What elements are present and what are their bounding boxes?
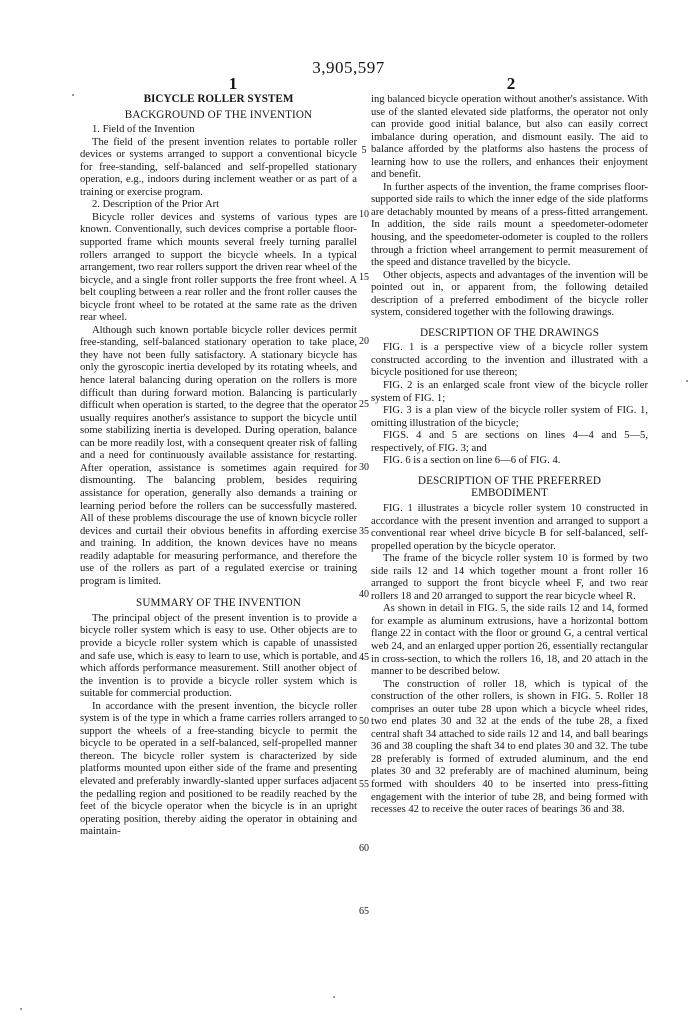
preferred-paragraph-4: The construction of roller 18, which is typical of the construction of the other rollers, is shown in FIG. 5. Roller 18 comprises an outer tube 28 upon which a bicycle wheel rides, two end plates 30 and 32 at the ends of the tube 28, a fixed central shaft 34 attached to side rails 12 and 14, and ball bearings 36 and 38 coupling the shaft 34 to end plates 30 and 32. The tube 28 preferably is formed of extruded aluminum, and the end plates 30 and 32 preferably are of machined aluminum, being formed with shoulders 40 to be inserted into press-fitting engagement with the interior of tube 28, and being formed with recesses 42 to receive the outer races of bearings 36 and 38. <box>371 678 648 816</box>
column-number-right: 2 <box>506 74 516 93</box>
further-aspects-paragraph: In further aspects of the invention, the frame comprises floor-supported side rails to which the inner edge of the side platforms are detachably mounted by means of a press-fitted arrangement. In addition, the side rails mount a speedometer-odometer housing, and the speedometer-odometer is coupled to the rollers through a friction wheel arrangement to permit measurement of the speed and distance travelled by the bicycle. <box>371 181 648 269</box>
fig2-description: FIG. 2 is an enlarged scale front view of the bicycle roller system of FIG. 1; <box>371 380 648 404</box>
field-paragraph: The field of the present invention relates to portable roller devices or systems arranged to support a conventional bicycle for free-standing, self-balanced and self-propelled stationary operation, e.g., indoors during inclement weather or as part of a training or exercise program. <box>80 136 357 198</box>
line-number: 65 <box>359 906 369 917</box>
line-number: 55 <box>359 779 369 790</box>
line-number: 25 <box>359 399 369 410</box>
fig45-description: FIGS. 4 and 5 are sections on lines 4—4 and 5—5, respectively, of FIG. 3; and <box>371 430 648 454</box>
scan-speck <box>72 94 74 96</box>
line-number: 5 <box>361 145 367 156</box>
left-column <box>80 93 357 839</box>
fig3-description: FIG. 3 is a plan view of the bicycle roller system of FIG. 1, omitting illustration of the bicycle; <box>371 405 648 429</box>
invention-title: BICYCLE ROLLER SYSTEM <box>143 93 294 105</box>
scan-speck <box>20 1008 22 1010</box>
prior-art-paragraph-1: Bicycle roller devices and systems of various types are known. Conventionally, such devices comprise a portable floor-supported frame which mounts several freely turning parallel rollers arranged to support the bicycle wheels. In a typical arrangement, two rear rollers support the driven rear wheel of the bicycle, and a single front roller supports the free front wheel. A belt coupling between a rear roller and the front roller causes the bicycle front wheel to be rotated at the same rate as the driven rear wheel. <box>80 211 357 324</box>
field-subheading: 1. Field of the Invention <box>92 124 195 136</box>
line-number: 60 <box>359 843 369 854</box>
summary-paragraph-1: The principal object of the present invention is to provide a bicycle roller system which is easy to use. Other objects are to provide a bicycle roller system which is capable of unassisted and safe use, which is easy to learn to use, which is portable, and which affords performance measurement. Still another object of the invention is to provide a bicycle roller system which is suitable for commercial production. <box>80 612 357 700</box>
prior-art-paragraph-2: Although such known portable bicycle roller devices permit free-standing, self-balanced stationary operation to take place, they have not been fully satisfactory. A stationary bicycle has only the gyroscopic inertia developed by its rotating wheels, and hence lateral balancing during operation on the rollers is more difficult than during forward motion. Balancing is particularly difficult when operation is started, to the degree that the operator usually requires another's assistance to support the bicycle until some stabilizing inertia is developed. During operation, balance can be more readily lost, with a consequent qreater risk of falling and a need for continuously available assistance for restarting. After operation, assistance is sometimes again required for dismounting. The balancing problem, besides requiring assistance for operation, generally also demands a training or learning period before the rollers can be successfully mastered. All of these problems discourage the use of known bicycle roller devices and curtail their obvious benefits in affording exercise and training. In addition, the known devices have no means readily adaptable for measuring performance, and therefore the use of the rollers as part of a regulated exercise or training program is limited. <box>80 324 357 587</box>
right-column <box>371 94 648 817</box>
line-number: 45 <box>359 652 369 663</box>
drawings-heading: DESCRIPTION OF THE DRAWINGS <box>419 326 600 339</box>
preferred-paragraph-1: FIG. 1 illustrates a bicycle roller system 10 constructed in accordance with the present invention and arranged to support a conventional rear wheel drive bicycle B for self-balanced, self-propelled operation by the bicycle operator. <box>371 502 648 552</box>
preferred-paragraph-3: As shown in detail in FIG. 5, the side rails 12 and 14, formed for example as aluminum extrusions, have a horizontal bottom flange 22 in contact with the floor or ground G, a central vertical web 24, and an enlarged upper portion 26, essentially rectangular in cross-section, to which the rollers 16, 18, and 20 attach in the manner to be described below. <box>371 603 648 678</box>
line-number: 35 <box>359 526 369 537</box>
scan-speck <box>686 380 688 382</box>
prior-art-subheading: 2. Description of the Prior Art <box>92 199 220 211</box>
fig6-description: FIG. 6 is a section on line 6—6 of FIG. 4. <box>383 455 561 467</box>
line-number: 50 <box>359 716 369 727</box>
preferred-paragraph-2: The frame of the bicycle roller system 10 is formed by two side rails 12 and 14 which together mount a front roller 16 arranged to support the front bicycle wheel F, and two rear rollers 18 and 20 arranged to support the rear bicycle wheel R. <box>371 553 648 602</box>
summary-heading: SUMMARY OF THE INVENTION <box>136 597 301 610</box>
other-objects-paragraph: Other objects, aspects and advantages of the invention will be pointed out in, or apparent from, the following detailed description of a preferred embodiment of the bicycle roller system, considered together with the following drawings. <box>371 269 648 319</box>
line-number: 15 <box>359 272 369 283</box>
line-number: 30 <box>359 462 369 473</box>
fig1-description: FIG. 1 is a perspective view of a bicycle roller system constructed according to the invention and illustrated with a bicycle positioned for use thereon; <box>371 342 648 379</box>
patent-number: 3,905,597 <box>312 58 385 77</box>
preferred-heading-line1: DESCRIPTION OF THE PREFERRED <box>417 474 602 487</box>
preferred-heading-line2: EMBODIMENT <box>471 487 548 500</box>
column-number-left: 1 <box>228 74 238 93</box>
continuation-paragraph: ing balanced bicycle operation without another's assistance. With use of the slanted elevated side platforms, the operator not only can provide good initial balance, but also can easily correct imbalance during operation, and dismount easily. The aid to balance afforded by the platforms also hastens the process of learning how to use the rollers, and enhances their enjoyment and benefit. <box>371 94 648 181</box>
line-number: 20 <box>359 336 369 347</box>
summary-paragraph-2: In accordance with the present invention, the bicycle roller system is of the type in which a frame carries rollers arranged to support the wheels of a free-standing bicycle to permit the bicycle to be operated in a self-balanced, self-propelled manner thereon. The bicycle roller system is characterized by side platforms mounted upon either side of the frame and presenting elevated and preferably inwardly-slanted upper surfaces adjacent the pedalling region and positioned to be readily reached by the feet of the bicycle operator when the bicycle is in an upright operating position, thereby aiding the operator in obtaining and maintain- <box>80 700 357 838</box>
scan-speck <box>333 996 335 998</box>
line-number: 10 <box>359 209 369 220</box>
background-heading: BACKGROUND OF THE INVENTION <box>124 108 313 121</box>
line-number: 40 <box>359 589 369 600</box>
